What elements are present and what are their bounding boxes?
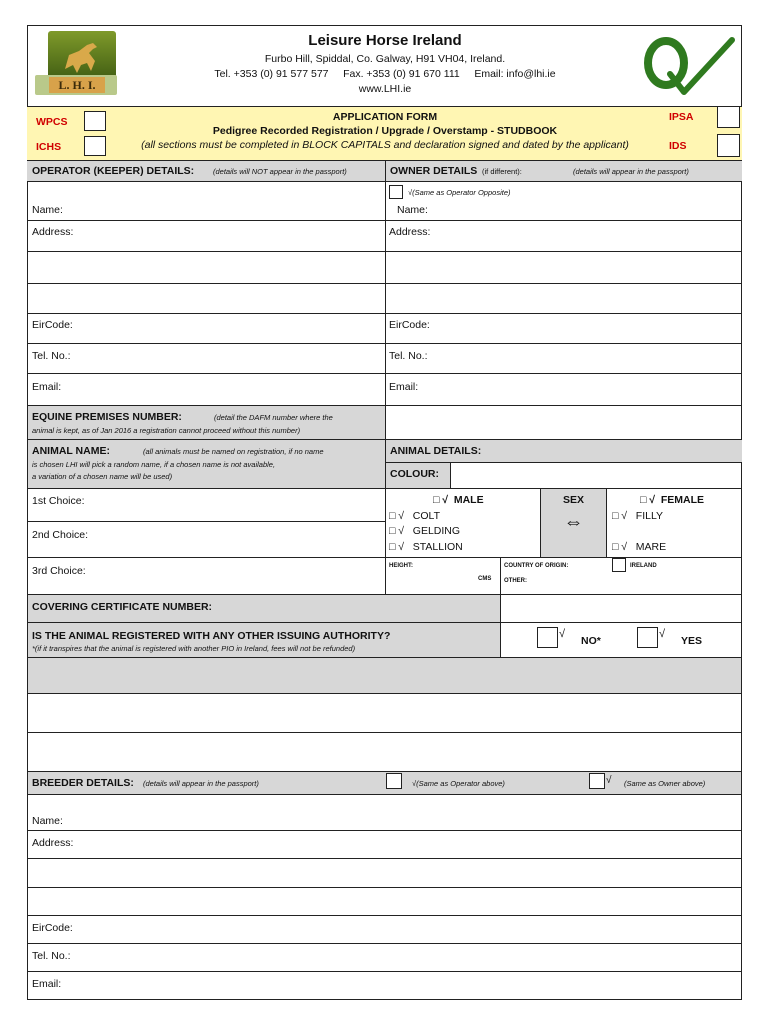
- covering-field[interactable]: [501, 595, 741, 622]
- colt-option[interactable]: □ √ COLT: [389, 510, 440, 522]
- authority-details-field-2[interactable]: [28, 733, 741, 771]
- owner-same-label: √(Same as Operator Opposite): [408, 188, 511, 197]
- owner-if-different: (if different):: [482, 167, 522, 176]
- operator-address-label: Address:: [32, 226, 74, 238]
- breeder-email-label: Email:: [32, 978, 62, 990]
- breeder-same-operator-checkbox[interactable]: [386, 773, 402, 789]
- covering-label: COVERING CERTIFICATE NUMBER:: [32, 601, 213, 613]
- q-mark-icon: [640, 34, 736, 96]
- colour-field[interactable]: [450, 462, 742, 488]
- form-instruction: (all sections must be completed in BLOCK CAPITALS and declaration signed and dated by the applicant): [141, 139, 629, 151]
- animal-name-note-3: a variation of a chosen name will be used): [32, 472, 173, 481]
- ipsa-checkbox[interactable]: [717, 106, 740, 128]
- wpcs-checkbox[interactable]: [84, 111, 106, 131]
- premises-number-field[interactable]: [386, 406, 741, 439]
- authority-details-field-1[interactable]: [28, 694, 741, 732]
- breeder-same-owner-tick: √: [606, 775, 612, 786]
- no-checkbox[interactable]: [537, 627, 558, 648]
- form-subtitle: Pedigree Recorded Registration / Upgrade / Overstamp - STUDBOOK: [212, 125, 558, 137]
- ireland-checkbox[interactable]: [612, 558, 626, 572]
- owner-heading: OWNER DETAILS: [390, 165, 478, 177]
- operator-name-field[interactable]: [70, 184, 382, 219]
- third-choice-label: 3rd Choice:: [32, 565, 86, 577]
- sex-label: SEX: [562, 494, 584, 506]
- opt-ichs-label: ICHS: [36, 141, 62, 153]
- org-address: Furbo Hill, Spiddal, Co. Galway, H91 VH04, Ireland.: [264, 53, 506, 65]
- yes-checkbox[interactable]: [637, 627, 658, 648]
- gelding-option[interactable]: □ √ GELDING: [389, 525, 461, 537]
- height-field[interactable]: [420, 560, 498, 592]
- premises-note-1: (detail the DAFM number where the: [214, 413, 333, 422]
- breeder-same-operator-label: √(Same as Operator above): [412, 779, 505, 788]
- org-website: www.LHI.ie: [358, 83, 412, 95]
- height-label: HEIGHT:: [389, 563, 413, 569]
- second-choice-label: 2nd Choice:: [32, 529, 89, 541]
- female-option[interactable]: □ √ FEMALE: [640, 494, 705, 506]
- operator-tel-label: Tel. No.:: [32, 350, 71, 362]
- third-choice-field[interactable]: [100, 558, 384, 594]
- sex-arrow-icon: ⇔: [563, 511, 584, 533]
- breeder-same-owner-label: (Same as Owner above): [624, 779, 706, 788]
- animal-details-heading: ANIMAL DETAILS:: [390, 445, 482, 457]
- breeder-address-label: Address:: [32, 837, 74, 849]
- other-label: OTHER:: [504, 578, 527, 584]
- ids-checkbox[interactable]: [717, 134, 740, 157]
- authority-note: *(if it transpires that the animal is registered with another PIO in Ireland, fees will not be refunded): [32, 644, 356, 653]
- breeder-heading: BREEDER DETAILS:: [32, 777, 134, 789]
- first-choice-field[interactable]: [100, 489, 384, 521]
- opt-ipsa-label: IPSA: [669, 111, 694, 123]
- stallion-option[interactable]: □ √ STALLION: [389, 541, 463, 553]
- owner-address-label: Address:: [389, 226, 431, 238]
- opt-ids-label: IDS: [669, 140, 687, 152]
- owner-name-label: Name:: [397, 204, 428, 216]
- animal-name-note-1: (all animals must be named on registration, if no name: [143, 447, 324, 456]
- operator-heading: OPERATOR (KEEPER) DETAILS:: [32, 165, 195, 177]
- ichs-checkbox[interactable]: [84, 136, 106, 156]
- authority-details-bar: [28, 658, 741, 693]
- premises-note-2: animal is kept, as of Jan 2016 a registration cannot proceed without this number): [32, 426, 301, 435]
- mare-option[interactable]: □ √ MARE: [612, 541, 667, 553]
- logo-text: L. H. I.: [58, 78, 96, 92]
- breeder-name-label: Name:: [32, 815, 63, 827]
- opt-wpcs-label: WPCS: [36, 116, 68, 128]
- authority-question: IS THE ANIMAL REGISTERED WITH ANY OTHER ISSUING AUTHORITY?: [32, 630, 391, 642]
- male-option[interactable]: □ √ MALE: [433, 494, 484, 506]
- second-choice-field[interactable]: [100, 522, 384, 557]
- country-label: COUNTRY OF ORIGIN:: [504, 563, 569, 569]
- yes-tick: √: [659, 628, 666, 640]
- org-name: Leisure Horse Ireland: [308, 32, 462, 49]
- breeder-tel-label: Tel. No.:: [32, 950, 71, 962]
- breeder-same-owner-checkbox[interactable]: [589, 773, 605, 789]
- breeder-address-field[interactable]: [28, 831, 741, 915]
- operator-eircode-label: EirCode:: [32, 319, 73, 331]
- owner-eircode-label: EirCode:: [389, 319, 430, 331]
- org-contact: Tel. +353 (0) 91 577 577 Fax. +353 (0) 91 670 111 Email: info@lhi.ie: [214, 68, 556, 80]
- owner-note: (details will appear in the passport): [573, 167, 689, 176]
- owner-name-field[interactable]: [435, 202, 738, 219]
- form-title: APPLICATION FORM: [332, 111, 438, 123]
- breeder-name-field[interactable]: [70, 796, 740, 829]
- first-choice-label: 1st Choice:: [32, 495, 85, 507]
- operator-email-label: Email:: [32, 381, 62, 393]
- operator-note: (details will NOT appear in the passport): [213, 167, 347, 176]
- ireland-label: IRELAND: [630, 563, 657, 569]
- breeder-eircode-label: EirCode:: [32, 922, 73, 934]
- animal-name-heading: ANIMAL NAME:: [32, 445, 110, 457]
- owner-email-label: Email:: [389, 381, 419, 393]
- yes-label: YES: [681, 635, 703, 647]
- no-tick: √: [559, 628, 566, 640]
- owner-tel-label: Tel. No.:: [389, 350, 428, 362]
- operator-address-field[interactable]: [28, 221, 384, 312]
- premises-heading: EQUINE PREMISES NUMBER:: [32, 411, 182, 423]
- breeder-note: (details will appear in the passport): [143, 779, 259, 788]
- no-label: NO*: [581, 635, 601, 647]
- owner-address-field[interactable]: [386, 221, 741, 312]
- operator-name-label: Name:: [32, 204, 63, 216]
- colour-label: COLOUR:: [390, 468, 439, 480]
- cms-label: CMS: [478, 576, 492, 582]
- animal-name-note-2: is chosen LHI will pick a random name, if a chosen name is not available,: [32, 460, 276, 469]
- owner-same-checkbox[interactable]: [389, 185, 403, 199]
- other-country-field[interactable]: [530, 575, 738, 592]
- filly-option[interactable]: □ √ FILLY: [612, 510, 664, 522]
